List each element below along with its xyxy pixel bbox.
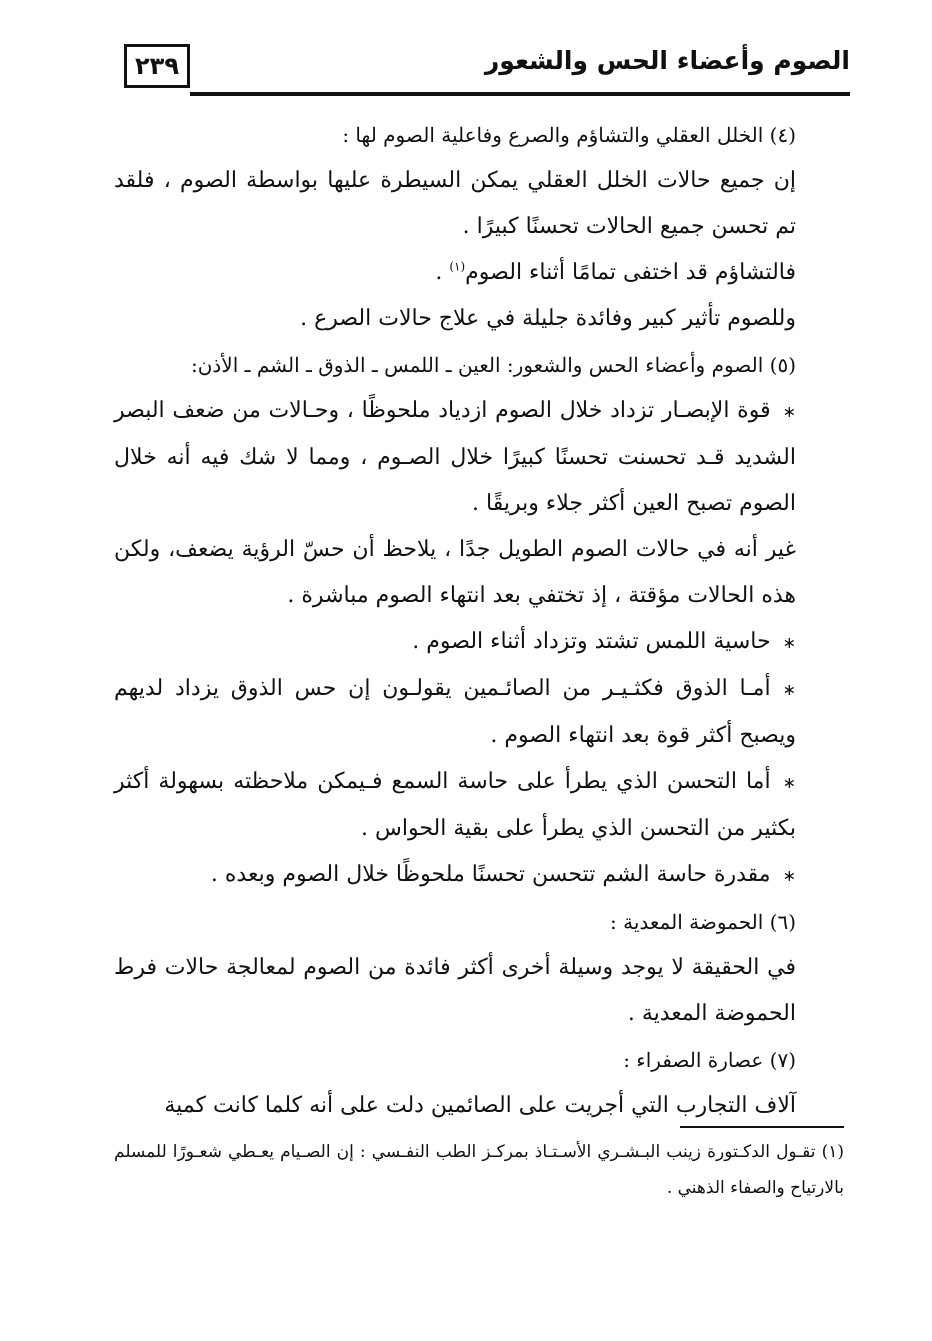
paragraph: غير أنه في حالات الصوم الطويل جدًا ، يلاحظ أن حسّ الرؤية يضعف، ولكن هذه الحالات مؤقتة ، إذ تختفي بعد انتهاء الصوم مباشرة . — [114, 537, 796, 608]
paragraph-text: فالتشاؤم قد اختفى تمامًا أثناء الصوم — [465, 260, 796, 285]
bullet-paragraph — [114, 852, 844, 899]
paragraph: إن جميع حالات الخلل العقلي يمكن السيطرة عليها بواسطة الصوم ، فلقد تم تحسن جميع الحالات تحسنًا كبيرًا . — [114, 168, 796, 239]
running-title: الصوم وأعضاء الحس والشعور — [484, 46, 850, 75]
paragraph-text: حاسية اللمس تشتد وتزداد أثناء الصوم . — [412, 629, 771, 654]
bullet-paragraph — [114, 388, 844, 527]
asterisk-icon: ∗ — [782, 402, 796, 421]
asterisk-icon: ∗ — [782, 633, 796, 652]
footnote: (١) تقـول الدكـتورة زينب البـشـري الأسـتـاذ بمركـز الطب النفـسي : إن الصـيام يعـطي شعـورًا للمسلم بالارتياح والصفاء الذهني . — [114, 1142, 844, 1198]
section-heading-4: (٤) الخلل العقلي والتشاؤم والصرع وفاعلية الصوم لها : — [342, 123, 796, 147]
paragraph-text: أما التحسن الذي يطرأ على حاسة السمع فـيمكن ملاحظته بسهولة أكثر بكثير من التحسن الذي يطرأ على بقية الحواس . — [114, 769, 796, 841]
bullet-paragraph — [114, 666, 844, 759]
bullet-paragraph — [114, 619, 844, 666]
header-rule — [190, 92, 850, 96]
section-heading-6: (٦) الحموضة المعدية : — [610, 910, 796, 934]
paragraph: في الحقيقة لا يوجد وسيلة أخرى أكثر فائدة من الصوم لمعالجة حالات فرط الحموضة المعدية . — [114, 955, 796, 1026]
bullet-paragraph — [114, 759, 844, 852]
footnote-rule — [680, 1126, 844, 1128]
page-number: ٢٣٩ — [124, 44, 190, 88]
paragraph-text: قوة الإبصـار تزداد خلال الصوم ازدياد ملحوظًا ، وحـالات من ضعف البصر الشديد قـد تحسنت تحسنًا كبيرًا خلال الصـوم ، ومما لا شك فيه أنه خلال الصوم تصبح العين أكثر جلاء وبريقًا . — [114, 398, 796, 516]
paragraph: وللصوم تأثير كبير وفائدة جليلة في علاج حالات الصرع . — [300, 306, 796, 331]
paragraph-text: مقدرة حاسة الشم تتحسن تحسنًا ملحوظًا خلال الصوم وبعده . — [210, 862, 771, 887]
asterisk-icon: ∗ — [782, 680, 796, 699]
footnote-reference[interactable]: (١) — [449, 259, 466, 274]
body-text — [114, 112, 844, 1129]
paragraph-text: أمـا الذوق فكثـيـر من الصائـمين يقولـون إن حس الذوق يزداد لديهم ويصبح أكثر قوة بعد انتهاء الصوم . — [114, 676, 796, 748]
paragraph: آلاف التجارب التي أجريت على الصائمين دلت على أنه كلما كانت كمية — [164, 1093, 796, 1118]
asterisk-icon: ∗ — [782, 866, 796, 885]
section-heading-5: (٥) الصوم وأعضاء الحس والشعور: العين ـ اللمس ـ الذوق ـ الشم ـ الأذن: — [190, 353, 796, 377]
paragraph — [114, 250, 844, 296]
paragraph-end: . — [435, 260, 450, 285]
asterisk-icon: ∗ — [782, 773, 796, 792]
page-header — [118, 40, 850, 100]
section-heading-7: (٧) عصارة الصفراء : — [623, 1048, 796, 1072]
